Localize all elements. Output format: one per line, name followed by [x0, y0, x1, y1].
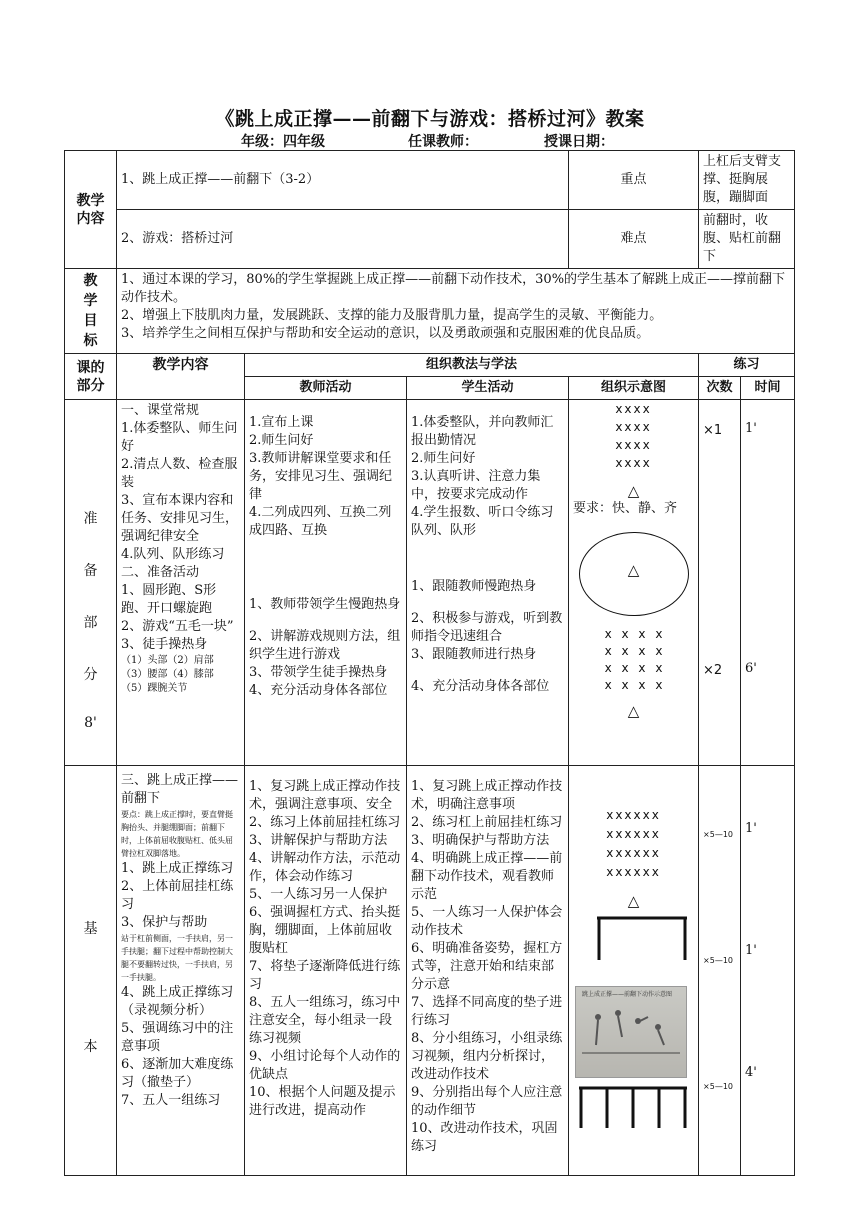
- basic-student: 1、复习跳上成正撑动作技术，明确注意事项 2、练习杠上前屈挂杠练习 3、明确保护与帮助方法 4、明确跳上成正撑——前翻下动作技术，观看教师示范 5、一人练习一人保护体会动作技术 6、明确准备姿势，握杠方式等，注意开始和结束部分示意 7、选择不同高度的垫子进行练习 8、分小组练习，小组录练习视频，组内分析探讨，改进动作技术 9、分别指出每个人应注意的动作细节 10、改进动作技术，巩固练习: [407, 766, 569, 1176]
- col-teacher: 教师活动: [245, 377, 407, 400]
- teacher-label: 任课教师：: [408, 134, 478, 150]
- mats-icon: [575, 1084, 695, 1130]
- col-diagram: 组织示意图: [569, 377, 699, 400]
- basic-duration: 1' 1' 4': [741, 766, 795, 1176]
- col-content: 教学内容: [117, 354, 245, 400]
- goal-3: 3、培养学生之间相互保护与帮助和安全运动的意识，以及勇敢顽强和克服困难的优良品质。: [121, 326, 650, 341]
- content-item-1: 1、跳上成正撑——前翻下（3-2）: [117, 151, 569, 210]
- goal-2: 2、增强上下肢肌肉力量，发展跳跃、支撑的能力及服背肌力量，提高学生的灵敏、平衡能力。: [121, 308, 663, 323]
- basic-content: 三、跳上成正撑——前翻下 要点：跳上成正撑时，要直臂挺胸抬头、并腿绷脚面；前翻下时，上体前屈收腹贴杠、低头屈臂拉杠双脚落地。 1、跳上成正撑练习 2、上体前屈挂杠练习 3、保护与帮助 站于杠前侧面，一手扶肩，另一手扶腿；翻下过程中帮助控制大腿不要翻转过快，一手扶肩，另一手扶腿。 4、跳上成正撑练习（录视频分析） 5、强调练习中的注意事项 6、逐渐加大难度练习（撤垫子） 7、五人一组练习: [117, 766, 245, 1176]
- prep-duration: 1' 6': [741, 400, 795, 766]
- teaching-content-label: 教学内容: [65, 151, 117, 269]
- content-item-2: 2、游戏：搭桥过河: [117, 210, 569, 269]
- col-part: 课的部分: [65, 354, 117, 400]
- horizontal-bar-icon: [575, 914, 695, 962]
- prep-student: 1.体委整队，并向教师汇报出勤情况 2.师生问好 3.认真听讲、注意力集中，按要求完成动作 4.学生报数、听口令练习队列、队形 1、跟随教师慢跑热身 2、积极参与游戏，听到教师指令迅速组合 3、跟随教师进行热身 4、充分活动身体各部位: [407, 400, 569, 766]
- prep-content: 一、课堂常规 1.体委整队、师生问好 2.清点人数、检查服装 3、宣布本课内容和任务、安排见习生，强调纪律安全 4.队列、队形练习 二、准备活动 1、圆形跑、S形跑、开口螺旋跑 2、游戏“五毛一块” 3、徒手操热身 （1）头部（2）肩部 （3）腰部（4）膝部 （5）踝腕关节: [117, 400, 245, 766]
- prep-teacher: 1.宣布上课 2.师生问好 3.教师讲解课堂要求和任务，安排见习生、强调纪律 4.二列成四列、互换二列成四路、互换 1、教师带领学生慢跑热身 2、讲解游戏规则方法，组织学生进行游戏 3、带领学生徒手操热身 4、充分活动身体各部位: [245, 400, 407, 766]
- lesson-plan-table: [64, 150, 795, 1176]
- page-title: 《跳上成正撑——前翻下与游戏：搭桥过河》教案: [215, 108, 645, 130]
- key-text: 上杠后支臂支撑、挺胸展腹，蹦脚面: [699, 151, 795, 210]
- difficulty-label: 难点: [569, 210, 699, 269]
- run-circle: △: [579, 532, 689, 616]
- grade-label: 年级：四年级: [241, 134, 325, 150]
- goals-text: [117, 269, 795, 354]
- col-org: 组织教法与学法: [245, 354, 699, 377]
- col-times: 次数: [699, 377, 741, 400]
- basic-times: ×5—10 ×5—10 ×5—10: [699, 766, 741, 1176]
- difficulty-text: 前翻时，收腹、贴杠前翻下: [699, 210, 795, 269]
- key-label: 重点: [569, 151, 699, 210]
- goal-1: 1、通过本课的学习，80%的学生掌握跳上成正撑——前翻下动作技术，30%的学生基本了解跳上成正——撑前翻下动作技术。: [121, 272, 786, 305]
- basic-part-label: 基 本: [65, 766, 117, 1176]
- goals-label: 教学目标: [65, 269, 117, 354]
- date-label: 授课日期：: [544, 134, 614, 150]
- col-practice: 练习: [699, 354, 795, 377]
- col-duration: 时间: [741, 377, 795, 400]
- prep-part-label: 准 备 部 分 8': [65, 400, 117, 766]
- prep-diagram: xxxx xxxx xxxx xxxx △ 要求：快、静、齐 △ x x x x x x x x x x x x x x x x △: [569, 400, 699, 766]
- prep-times: ×1 ×2: [699, 400, 741, 766]
- basic-diagram: xxxxxx xxxxxx xxxxxx xxxxxx △ 跳上成正撑——前翻下动作示意图: [569, 766, 699, 1176]
- basic-teacher: 1、复习跳上成正撑动作技术，强调注意事项、安全 2、练习上体前屈挂杠练习 3、讲解保护与帮助方法 4、讲解动作方法，示范动作，体会动作练习 5、一人练习另一人保护 6、强调握杠方式、抬头挺胸，绷脚面，上体前屈收腹贴杠 7、将垫子逐渐降低进行练习 8、五人一组练习，练习中注意安全，每小组录一段练习视频 9、小组讨论每个人动作的优缺点 10、根据个人问题及提示进行改进，提高动作: [245, 766, 407, 1176]
- col-student: 学生活动: [407, 377, 569, 400]
- teacher-triangle: △: [627, 482, 640, 500]
- technique-photo: 跳上成正撑——前翻下动作示意图: [575, 986, 687, 1078]
